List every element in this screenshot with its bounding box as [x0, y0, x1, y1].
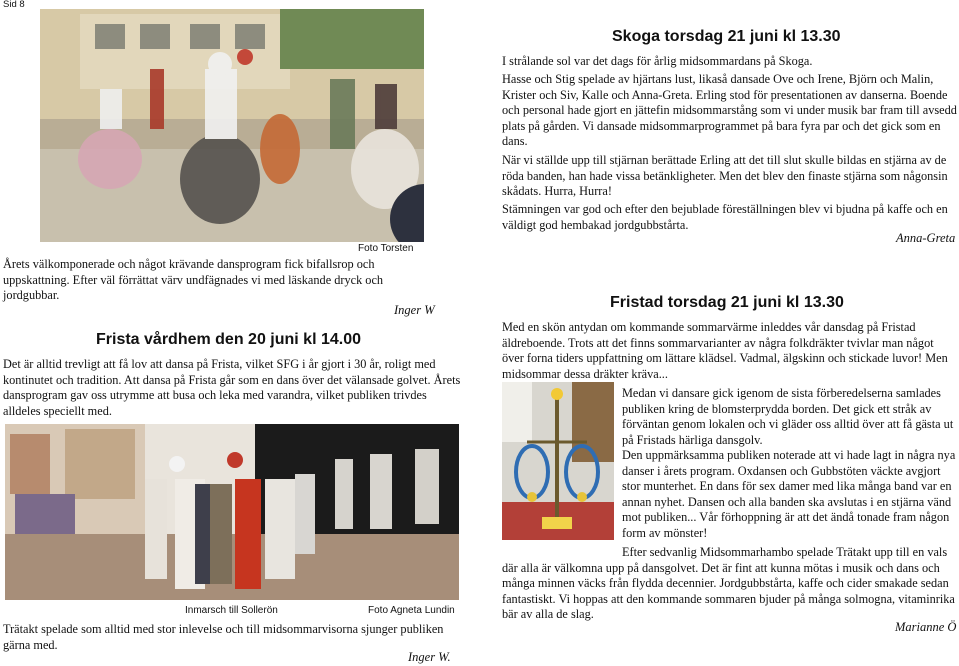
skoga-p2: Hasse och Stig spelade av hjärtans lust, likaså dansade Ove och Irene, Björn och Malin, Krister och Siv, Kalle och Anna-Greta. Erling stod för presentationen av danserna. Boende och personal hade gjort en jättefin midsommarstång som vi under musik bar fram till avsedd plats på gården. Vi dansade midsommarprogrammet på bara fyra par och det gick som en dans.: [502, 72, 957, 148]
photo2-caption: Inmarsch till Sollerön: [185, 605, 278, 616]
skoga-heading: Skoga torsdag 21 juni kl 13.30: [612, 28, 841, 45]
fristad-p2: Medan vi dansare gick igenom de sista förberedelserna samlades publiken kring de blomsterprydda borden. Det gick ett stråk av förväntan genom lokalen och vi gläder oss alltid över att få gästa ut på Fristads härliga dansgolv.: [622, 386, 954, 447]
frista-text: Det är alltid trevligt att få lov att dansa på Frista, vilket SFG i år gjort i 30 år, roligt med kontinutet och tradition. Att dansa på Frista går som en dans över det välansade golvet. Årets dansprogram gav oss utrymme att busa och leka med varandra, vilket publiken trivdes alldeles speciellt med.: [3, 357, 461, 418]
fristad-p1: Med en skön antydan om kommande sommarvärme inleddes vår dansdag på Fristad äldreboende. Trots att det finns sommarvarianter av några folkdräkter tvivlar man något över forna tiders uppfattning om lättare klädsel. Vadmal, älgskinn och stickade luvor! Men midsommar dessa dräkter kräva...: [502, 320, 948, 381]
maypole-photo: [502, 382, 614, 540]
frista-heading: Frista vårdhem den 20 juni kl 14.00: [96, 331, 361, 348]
photo2-credit: Foto Agneta Lundin: [368, 605, 455, 616]
bottom-signature: Inger W.: [408, 650, 451, 664]
skoga-signature: Anna-Greta: [896, 231, 956, 245]
skoga-p1: I strålande sol var det dags för årlig midsommardans på Skoga.: [502, 54, 813, 68]
indoor-dance-photo: [5, 424, 459, 600]
outdoor-dance-photo: [40, 9, 424, 242]
fristad-p3: Den uppmärksamma publiken noterade att vi hade lagt in några nya danser i årets program. Oxdansen och Gubbstöten väckte avgjort stor munterhet. En dans för sex damer med lika många band var en annan nyhet. Dansen och alla banden ska avslutas i en stjärna vänd mot publiken... Vår förhoppning är att det ändå tonade fram någon form av mönster!: [622, 448, 956, 540]
photo1-credit: Foto Torsten: [358, 243, 414, 254]
skoga-p4: Stämningen var god och efter den bejublade föreställningen blev vi bjudna på kaffe och en väldigt god hembakad jordgubbstårta.: [502, 202, 948, 232]
skoga-p3: När vi ställde upp till stjärnan berättade Erling att det till slut skulle bildas en stjärna av de röda banden, han hade vissa betänkligheter. Men det blev den finaste stjärna som någonsin skådats. Hurra, Hurra!: [502, 153, 948, 198]
intro-signature: Inger W: [394, 303, 435, 317]
intro-text: Årets välkomponerade och något krävande dansprogram fick bifallsrop och uppskattning. Efter väl förrättat värv undfägnades vi med läskande dryck och jordgubbar.: [3, 257, 384, 302]
bottom-text: Trätakt spelade som alltid med stor inlevelse och till midsommarvisorna sjunger publiken gärna med.: [3, 622, 444, 652]
fristad-signature: Marianne Ö: [895, 620, 957, 634]
page-label: Sid 8: [3, 0, 25, 10]
fristad-heading: Fristad torsdag 21 juni kl 13.30: [610, 294, 844, 311]
fristad-p4: Efter sedvanlig Midsommarhambo spelade Trätakt upp till en vals där alla är välkomna upp på dansgolvet. Det är fint att kunna mötas i musik och dans och många minnen väcks från flydda decennier. Jordgubbstårta, kaffe och cider smakade sedan fantastiskt. Vi hoppas att den kommande sommaren bjuder på många solmogna, vitaminrika bär av alla de slag.: [502, 545, 955, 621]
